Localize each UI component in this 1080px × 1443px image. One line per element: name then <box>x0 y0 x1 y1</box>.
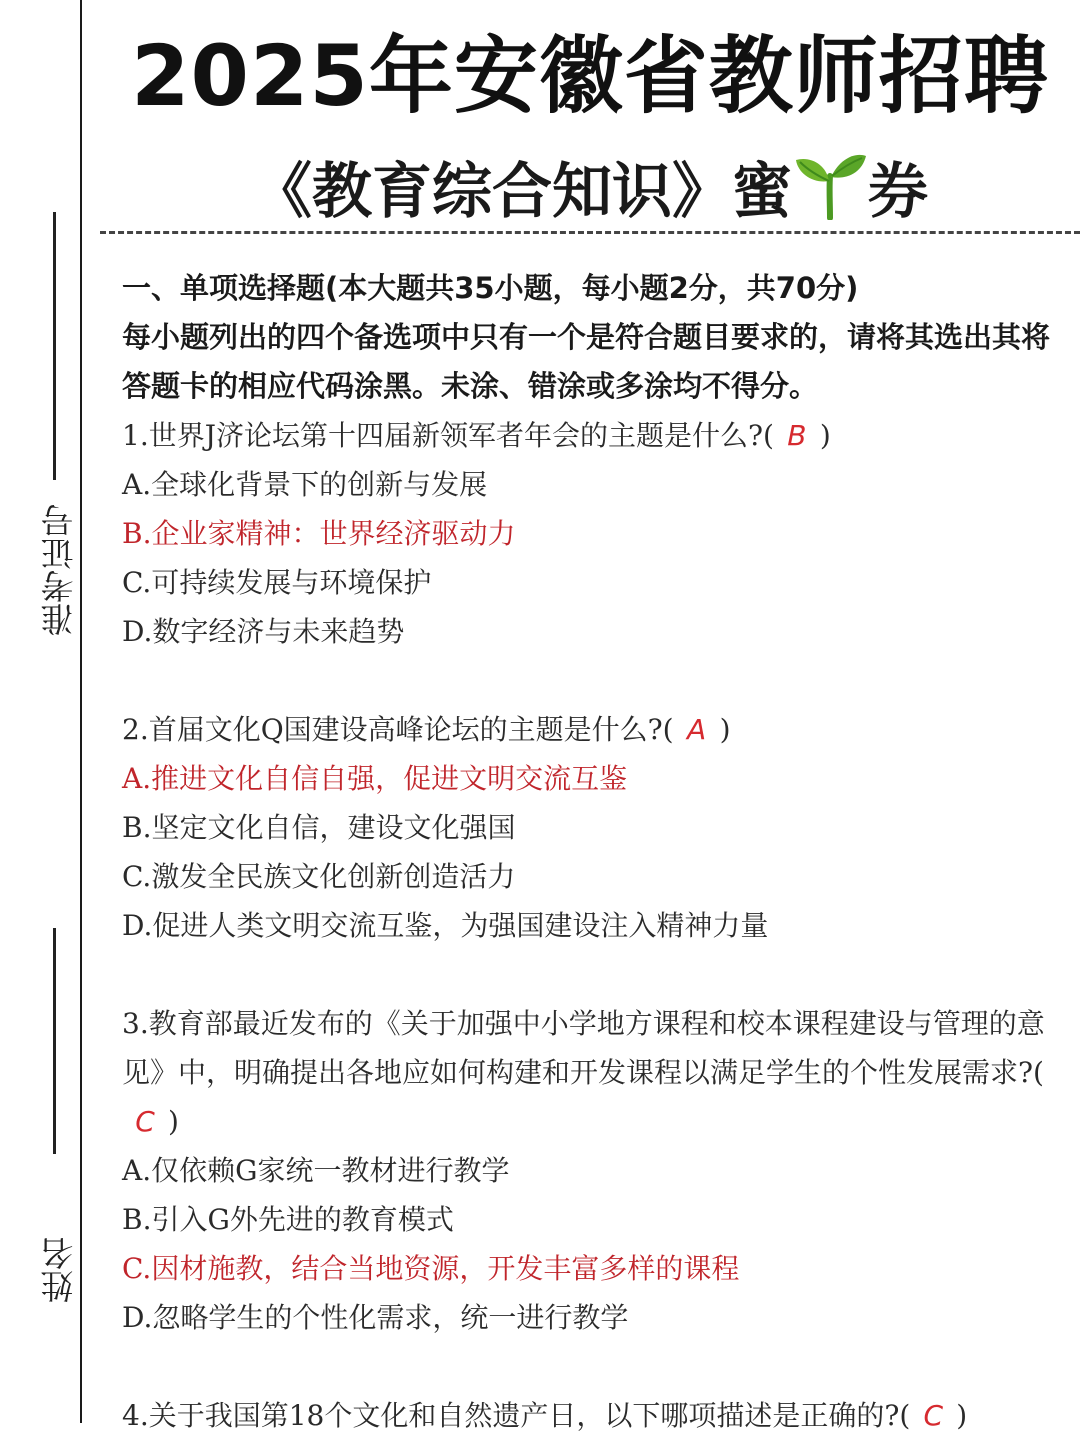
answer-option: D.数字经济与未来趋势 <box>122 615 405 648</box>
binding-line <box>80 0 82 1423</box>
answer-option: C.激发全民族文化创新创造活力 <box>122 860 516 893</box>
section-heading: 一、单项选择题(本大题共35小题，每小题2分，共70分) <box>122 271 859 305</box>
page-title: 2025年安徽省教师招聘 <box>131 27 1049 125</box>
answer-paren-close: ) <box>956 1399 968 1432</box>
handwritten-answer: C <box>135 1105 155 1138</box>
question-item <box>122 1391 1052 1440</box>
question-list <box>122 411 1052 1440</box>
answer-paren-close: ) <box>819 419 831 452</box>
correct-option: A.推进文化自信自强，促进文明交流互鉴 <box>122 762 628 795</box>
exam-id-write-line <box>53 212 56 480</box>
page-subtitle <box>90 148 1080 233</box>
question-text <box>122 1391 1052 1440</box>
question-item <box>122 411 1052 656</box>
question-text <box>122 411 1052 460</box>
question-item <box>122 999 1052 1342</box>
question-stem: 4.关于我国第18个文化和自然遗产日，以下哪项描述是正确的?( <box>122 1399 911 1432</box>
correct-option: B.企业家精神：世界经济驱动力 <box>122 517 516 550</box>
handwritten-answer: A <box>687 713 707 746</box>
exam-content <box>122 264 1052 1440</box>
question-stem: 2.首届文化Q国建设高峰论坛的主题是什么?( <box>122 713 674 746</box>
section-instruction: 每小题列出的四个备选项中只有一个是符合题目要求的，请将其选出其将答题卡的相应代码涂黑。未涂、错涂或多涂均不得分。 <box>122 320 1051 403</box>
handwritten-answer: C <box>923 1399 944 1432</box>
question-text <box>122 705 1052 754</box>
exam-id-label: 准考证号 <box>39 504 79 636</box>
answer-option: B.引入G外先进的教育模式 <box>122 1203 454 1236</box>
answer-option: C.可持续发展与环境保护 <box>122 566 432 599</box>
answer-paren-close: ) <box>719 713 731 746</box>
answer-option: A.仅依赖G家统一教材进行教学 <box>122 1154 510 1187</box>
correct-option: C.因材施教，结合当地资源，开发丰富多样的课程 <box>122 1252 740 1285</box>
subtitle-right: 券 <box>868 157 928 227</box>
question-item <box>122 705 1052 950</box>
answer-option: A.全球化背景下的创新与发展 <box>122 468 488 501</box>
subtitle-left: 《教育综合知识》蜜 <box>252 157 792 227</box>
sprout-icon <box>792 148 868 233</box>
answer-option: B.坚定文化自信，建设文化强国 <box>122 811 516 844</box>
answer-paren-close: ) <box>168 1105 179 1138</box>
header-divider <box>100 231 1080 234</box>
name-label: 姓名 <box>39 1237 79 1303</box>
question-stem: 1.世界J济论坛第十四届新领军者年会的主题是什么?( <box>122 419 774 452</box>
answer-option: D.忽略学生的个性化需求，统一进行教学 <box>122 1301 629 1334</box>
question-text <box>122 999 1052 1146</box>
name-write-line <box>53 928 56 1154</box>
handwritten-answer: B <box>787 419 807 452</box>
answer-option: D.促进人类文明交流互鉴，为强国建设注入精神力量 <box>122 909 769 942</box>
question-stem: 3.教育部最近发布的《关于加强中小学地方课程和校本课程建设与管理的意见》中，明确提出各地应如何构建和开发课程以满足学生的个性发展需求?( <box>122 1007 1045 1089</box>
